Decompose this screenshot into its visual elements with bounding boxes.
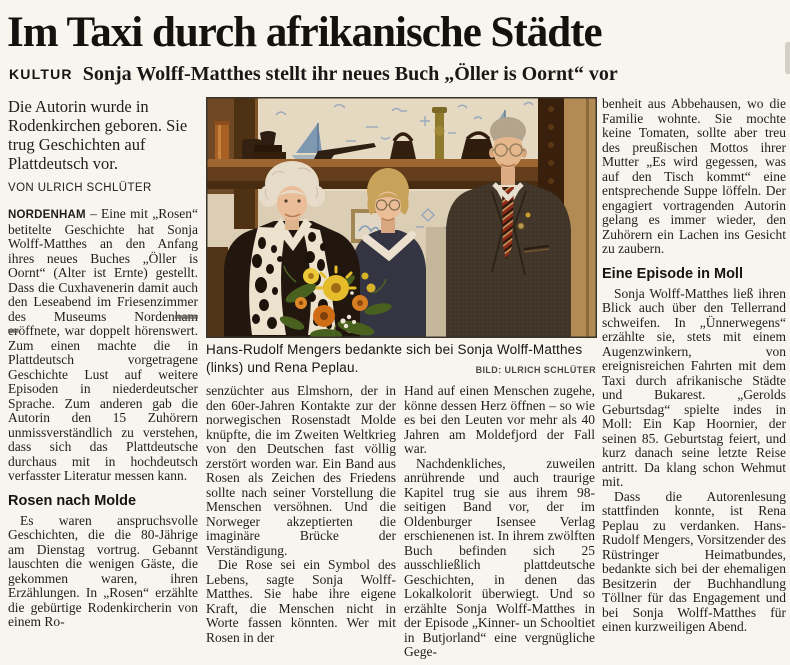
kicker <box>9 63 618 86</box>
pen-strikethrough: ham er <box>8 308 198 338</box>
photo-caption <box>206 341 597 376</box>
column-4 <box>602 97 786 665</box>
paragraph: Es waren anspruchsvolle Geschichten, die die 80-Jährige am Dienstag vortrug. Gebannt lauschten die wenigen Gäste, die gekommen waren, ihren Erzählungen. In „Rosen“ erzählte die gebürtige Rodenkircherin von einem Ro- <box>8 512 198 629</box>
kicker-text: Sonja Wolff-Matthes stellt ihr neues Buch „Öller is Oornt“ vor <box>82 63 618 85</box>
paragraph: senzüchter aus Elmshorn, der in den 60er-Jahren Kontakte zur der norwegischen Rosenstadt Molde knüpfte, die im Zweiten Weltkrieg von den Deutschen fast völlig zerstört worden war. Ein Band aus Rosen als Zeichen des Friedens sollte nach seiner Vorstellung die Menschen versöhnen. Und die Norweger akzeptierten die imaginäre Brücke der Verständigung. <box>206 384 396 558</box>
paragraph: Hand auf einen Menschen zugehe, könne dessen Herz öffnen – so wie es bei den Leuten vor mehr als 40 Jahren am Moldefjord der Fall war. <box>404 384 595 456</box>
dateline: NORDENHAM <box>8 209 86 221</box>
scan-artifact <box>785 42 790 74</box>
headline: Im Taxi durch afrikanische Städte <box>7 9 602 56</box>
byline: VON ULRICH SCHLÜTER <box>8 182 152 194</box>
paragraph-text: – Eine mit „Rosen“ betitelte Geschichte hat Sonja Wolff-Matthes an den Anfang ihres neues Buches „Öller is Oornt“ (Alter ist Ernte) gestellt. Dass die Cuxhavenerin damit auch den Leseabend im Friesenzimmer des Museums Norden <box>8 206 198 324</box>
photo-image <box>206 97 597 338</box>
paragraph: Nachdenkliches, zuweilen anrührende und auch traurige Kapitel trug sie aus ihrem 98-seitigen Band vor, der im Oldenburger Isensee Verlag erschienenen ist. In ihrem zwölften Buch befinden sich 25 ausschließlich plattdeutsche Geschichten, in denen das Lokalkolorit überwiegt. Und so erzählte Sonja Wolff-Matthes in der Episode „Kinner- un Schooltiet in Butjorland“ eine vergnügliche Gege- <box>404 455 595 659</box>
column-3 <box>404 384 595 665</box>
article-photo <box>206 97 597 338</box>
subhead-rosen-nach-molde: Rosen nach Molde <box>8 492 137 509</box>
photo-credit: BILD: ULRICH SCHLÜTER <box>475 365 596 375</box>
paragraph-text: öffnete, war doppelt hörenswert. Zum einen machte die in Plattdeutsch vorgetragene Geschichte Lust auf weitere Episoden in niederdeutscher Sprache. Zum anderen gab die Autorin den 15 Zuhörern unmissverständlich zu verstehen, dass sich das Plattdeutsche durchaus mit in hochdeutsch verfasster Literatur messen kann. <box>8 323 198 483</box>
lead-paragraph: Die Autorin wurde in Rodenkirchen geboren. Sie trug Geschichten auf Plattdeutsch vor. <box>8 97 188 173</box>
kicker-label: KULTUR <box>9 66 73 82</box>
paragraph: Dass die Autorenlesung stattfinden konnte, ist Rena Peplau zu verdanken. Hans-Rudolf Mengers, Vorsitzender des Rüstringer Heimatbundes, bedankte sich bei der ehemaligen Besitzerin der Buchhandlung Töllner für das Engagement und bei Sonja Wolff-Matthes für einen kurzweiligen Abend. <box>602 488 786 634</box>
subhead-eine-episode-in-moll: Eine Episode in Moll <box>602 265 743 282</box>
column-1 <box>8 97 198 665</box>
paragraph: Die Rose sei ein Symbol des Lebens, sagte Sonja Wolff-Matthes. Sie habe ihre eigene Kraft, die Menschen nicht in Worte fassen könnten. Wer mit Rosen in der <box>206 557 396 645</box>
caption-text: Hans-Rudolf Mengers bedankte sich bei Sonja Wolff-Matthes (links) und Rena Peplau. <box>206 342 583 375</box>
paragraph <box>8 207 198 484</box>
column-2 <box>206 384 396 665</box>
paragraph: benheit aus Abbehausen, wo die Familie wohnte. Sie mochte keine Tomaten, sollte aber treu des preußischen Mottos ihrer Mutter „Es wird gegessen, was auf den Tisch kommt“ eine entsprechende Suppe löffeln. Der engagiert vortragenden Autorin gelang es immer wieder, den Zuhörern ein Lachen ins Gesicht zu zaubern. <box>602 97 786 256</box>
paragraph: Sonja Wolff-Matthes ließ ihren Blick auch über den Tellerrand schweifen. In „Ünnerwegens“ erzählte sie, stets mit einem Augenzwinkern, von ereignisreichen Fahrten mit dem Taxi durch afrikanische Städte und Bukarest. „Gerolds Geburtsdag“ spielte indes in Moll: Ein Kap Hoornier, der seinen 85. Geburtstag feiert, und kurz danach seine letzte Reise antritt. Da klang schon Wehmut mit. <box>602 285 786 489</box>
